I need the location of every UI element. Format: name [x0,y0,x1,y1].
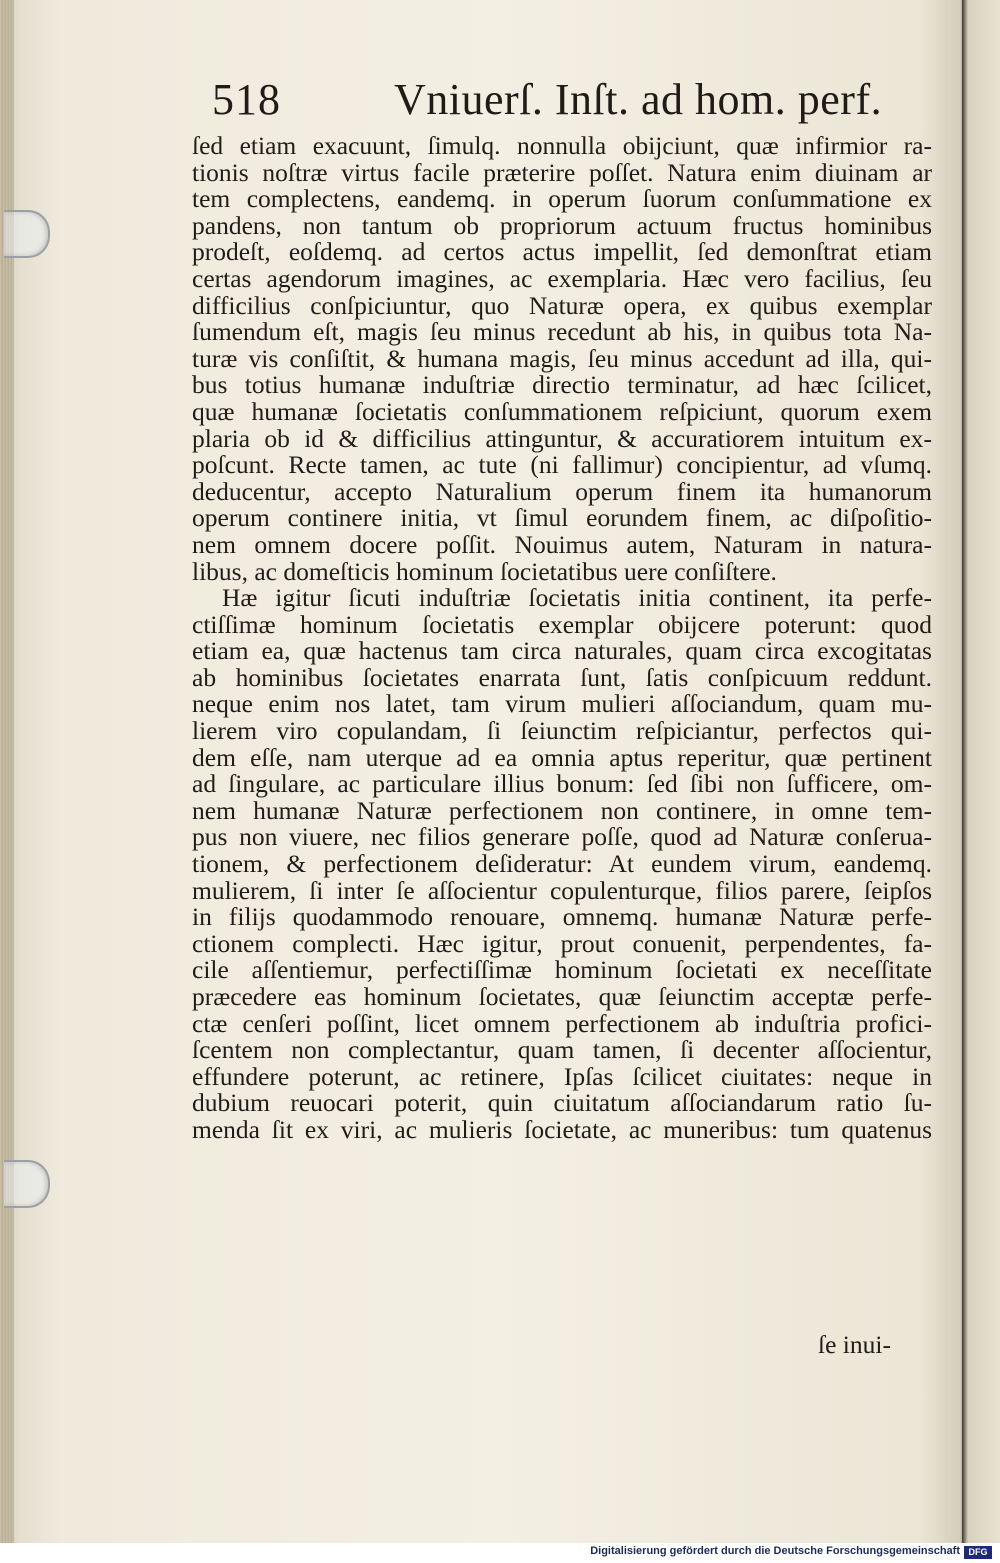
text-line: poſcunt. Recte tamen, ac tute (ni fallimur) concipientur, ad vſumq. [192,450,932,480]
catchword: ſe inui- [818,1330,891,1359]
text-line: effundere poterunt, ac retinere, Ipſas ſcilicet ciuitates: neque in [192,1061,932,1091]
text-line: præcedere eas hominum ſocietates, quæ ſeiunctim acceptæ perfe- [192,982,932,1011]
text-line: certas agendorum imagines, ac exemplaria. Hæc vero facilius, ſeu [192,263,932,293]
text-line: Hæ igitur ſicuti induſtriæ ſocietatis initia continent, ita perfe- [222,583,932,613]
facing-page-gutter [962,0,1000,1543]
text-line: difficilius conſpiciuntur, quo Naturæ opera, ex quibus exemplar [192,290,932,320]
funding-credit: Digitalisierung gefördert durch die Deutsche Forschungsgemeinschaft [590,1545,960,1557]
text-line: ctiſſimæ hominum ſocietatis exemplar obijcere poterunt: quod [192,609,932,639]
text-line: deducentur, accepto Naturalium operum finem ita humanorum [192,476,932,506]
running-title: Vniuerſ. Inſt. ad hom. perf. [394,75,883,124]
text-line: pus non viuere, nec filios generare poſſe, quod ad Naturæ conſerua- [192,822,932,852]
text-line: menda ſit ex viri, ac mulieris ſocietate, ac muneribus: tum quatenus [192,1114,932,1144]
footer-bar [0,1543,1000,1563]
text-line: plaria ob id & difficilius attinguntur, & accuratiorem intuitum ex- [192,423,932,453]
text-line: cile aſſentiemur, perfectiſſimæ hominum ſocietati ex neceſſitate [192,955,932,985]
text-line: ſed etiam exacuunt, ſimulq. nonnulla obijciunt, quæ infirmior ra- [192,131,932,160]
text-line: pandens, non tantum ob propriorum actuum fructus hominibus [192,210,932,240]
text-line: libus, ac domeſticis hominum ſocietatibus uere conſiſtere. [192,556,777,586]
page-clip-icon [4,210,50,258]
text-line: bus totius humanæ induſtriæ directio terminatur, ad hæc ſcilicet, [192,370,932,400]
page-number: 518 [212,75,281,124]
text-line: tionis noſtræ virtus facile præterire poſſet. Natura enim diuinam ar [192,157,932,187]
text-line: turæ vis conſiſtit, & humana magis, ſeu minus accedunt ad illa, qui- [192,343,932,373]
text-line: tem complectens, eandemq. in operum ſuorum conſummatione ex [192,184,932,214]
page-header [212,74,932,130]
text-line: nem humanæ Naturæ perfectionem non continere, in omne tem- [192,795,932,825]
text-line: ſcentem non complectantur, quam tamen, ſi decenter aſſocientur, [192,1035,932,1065]
text-line: prodeſt, eoſdemq. ad certos actus impellit, ſed demonſtrat etiam [192,237,932,267]
text-line: ab hominibus ſocietates enarrata ſunt, ſatis conſpicuum reddunt. [192,662,932,692]
text-line: dem eſſe, nam uterque ad ea omnia aptus reperitur, quæ pertinent [192,742,932,772]
text-line: nem omnem docere poſſit. Nouimus autem, Naturam in natura- [192,529,932,559]
text-line: lierem viro copulandam, ſi ſeiunctim reſpiciantur, perfectos qui- [192,716,932,746]
text-line: neque enim nos latet, tam virum mulieri aſſociandum, quam mu- [192,689,932,719]
text-line: ctionem complecti. Hæc igitur, prout conuenit, perpendentes, fa- [192,928,932,958]
text-line: in filijs quodammodo renouare, omnemq. humanæ Naturæ perfe- [192,902,932,932]
text-line: ad ſingulare, ac particulare illius bonum: ſed ſibi non ſufficere, om- [192,769,932,799]
text-line: dubium reuocari poterit, quin ciuitatum aſſociandarum ratio ſu- [192,1088,932,1118]
body-text [192,133,932,1144]
page-clip-icon [4,1160,50,1208]
text-line: tionem, & perfectionem deſideratur: At eundem virum, eandemq. [192,849,932,879]
dfg-logo-icon: DFG [964,1546,992,1559]
text-line: ſumendum eſt, magis ſeu minus recedunt ab his, in quibus tota Na- [192,317,932,347]
text-line: operum continere initia, vt ſimul eorundem finem, ac diſpoſitio- [192,503,932,533]
text-line: quæ humanæ ſocietatis conſummationem reſpiciunt, quorum exem [192,396,932,426]
text-line: ctæ cenſeri poſſint, licet omnem perfectionem ab induſtria profici- [192,1008,932,1038]
text-line: mulierem, ſi inter ſe aſſocientur copulenturque, filios parere, ſeipſos [192,875,932,905]
text-line: etiam ea, quæ hactenus tam circa naturales, quam circa excogitatas [192,636,932,666]
